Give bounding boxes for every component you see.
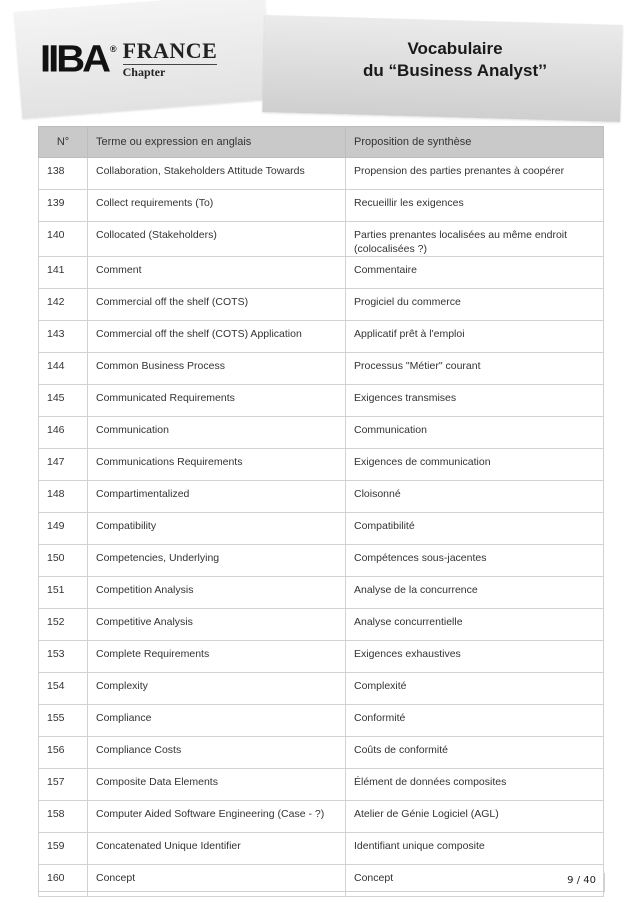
cell-term: Compliance (88, 705, 346, 737)
cell-proposal: Exigences de communication (346, 449, 604, 481)
cell-proposal: Conformité (346, 705, 604, 737)
cell-proposal: Propension des parties prenantes à coopérer (346, 158, 604, 190)
cell-term: Complexity (88, 673, 346, 705)
table-header-row (39, 127, 604, 158)
cell-number: 159 (39, 833, 88, 865)
cell-proposal: Parties prenantes localisées au même endroit (colocalisées ?) (346, 222, 604, 257)
cell-term: Commercial off the shelf (COTS) (88, 289, 346, 321)
column-header-number: N° (39, 127, 88, 158)
cell-proposal: Concept (346, 865, 604, 897)
cell-number: 153 (39, 641, 88, 673)
logo-country: FRANCE (122, 38, 218, 63)
table-row (39, 385, 604, 417)
cell-number: 155 (39, 705, 88, 737)
cell-proposal: Recueillir les exigences (346, 190, 604, 222)
cell-term: Comment (88, 257, 346, 289)
table-row (39, 641, 604, 673)
table-row (39, 417, 604, 449)
vocabulary-table-container (38, 126, 603, 897)
table-row (39, 158, 604, 190)
cell-number: 148 (39, 481, 88, 513)
table-row (39, 190, 604, 222)
cell-number: 160 (39, 865, 88, 897)
document-title-line-2: du “Business Analyst’’ (363, 61, 547, 80)
cell-term: Commercial off the shelf (COTS) Application (88, 321, 346, 353)
cell-term: Compartimentalized (88, 481, 346, 513)
cell-proposal: Identifiant unique composite (346, 833, 604, 865)
document-title (330, 38, 580, 82)
cell-term: Competition Analysis (88, 577, 346, 609)
table-row (39, 833, 604, 865)
cell-term: Concatenated Unique Identifier (88, 833, 346, 865)
table-row (39, 673, 604, 705)
cell-number: 143 (39, 321, 88, 353)
cell-term: Compatibility (88, 513, 346, 545)
cell-number: 156 (39, 737, 88, 769)
logo-registered-mark: ® (110, 44, 117, 54)
vocabulary-table (38, 126, 604, 897)
cell-proposal: Compatibilité (346, 513, 604, 545)
table-row (39, 609, 604, 641)
cell-proposal: Analyse de la concurrence (346, 577, 604, 609)
table-row (39, 769, 604, 801)
cell-number: 140 (39, 222, 88, 257)
cell-number: 142 (39, 289, 88, 321)
table-row (39, 353, 604, 385)
cell-term: Composite Data Elements (88, 769, 346, 801)
cell-proposal: Exigences exhaustives (346, 641, 604, 673)
cell-proposal: Compétences sous-jacentes (346, 545, 604, 577)
cell-number: 157 (39, 769, 88, 801)
cell-term: Collocated (Stakeholders) (88, 222, 346, 257)
column-header-term: Terme ou expression en anglais (88, 127, 346, 158)
cell-term: Computer Aided Software Engineering (Case - ?) (88, 801, 346, 833)
cell-number: 158 (39, 801, 88, 833)
cell-number: 152 (39, 609, 88, 641)
cell-proposal: Communication (346, 417, 604, 449)
table-row (39, 705, 604, 737)
cell-proposal: Cloisonné (346, 481, 604, 513)
column-header-proposal: Proposition de synthèse (346, 127, 604, 158)
cell-number: 154 (39, 673, 88, 705)
cell-proposal: Élément de données composites (346, 769, 604, 801)
cell-term: Common Business Process (88, 353, 346, 385)
cell-number: 139 (39, 190, 88, 222)
cell-number: 151 (39, 577, 88, 609)
cell-proposal: Processus "Métier" courant (346, 353, 604, 385)
cell-number: 145 (39, 385, 88, 417)
iiba-france-logo (40, 36, 217, 82)
table-row (39, 289, 604, 321)
cell-number: 138 (39, 158, 88, 190)
cell-term: Collaboration, Stakeholders Attitude Towards (88, 158, 346, 190)
page-number: 9 / 40 (567, 875, 596, 886)
logo-text (123, 40, 218, 78)
cell-number: 150 (39, 545, 88, 577)
table-body (39, 158, 604, 897)
cell-number: 141 (39, 257, 88, 289)
cell-proposal: Commentaire (346, 257, 604, 289)
cell-term: Concept (88, 865, 346, 897)
table-row (39, 222, 604, 257)
cell-term: Communicated Requirements (88, 385, 346, 417)
cell-number: 144 (39, 353, 88, 385)
page-footer (38, 873, 605, 892)
table-row (39, 481, 604, 513)
table-row (39, 513, 604, 545)
cell-term: Complete Requirements (88, 641, 346, 673)
cell-term: Competencies, Underlying (88, 545, 346, 577)
logo-chapter: Chapter (123, 64, 217, 78)
cell-term: Collect requirements (To) (88, 190, 346, 222)
cell-term: Compliance Costs (88, 737, 346, 769)
cell-term: Competitive Analysis (88, 609, 346, 641)
table-row (39, 257, 604, 289)
table-row (39, 801, 604, 833)
cell-proposal: Analyse concurrentielle (346, 609, 604, 641)
cell-term: Communications Requirements (88, 449, 346, 481)
cell-proposal: Coûts de conformité (346, 737, 604, 769)
cell-term: Communication (88, 417, 346, 449)
cell-proposal: Exigences transmises (346, 385, 604, 417)
logo-mark: IIBA (40, 37, 108, 80)
table-row (39, 449, 604, 481)
table-row (39, 545, 604, 577)
cell-number: 149 (39, 513, 88, 545)
cell-proposal: Complexité (346, 673, 604, 705)
table-row (39, 321, 604, 353)
cell-number: 146 (39, 417, 88, 449)
document-title-line-1: Vocabulaire (407, 39, 503, 58)
table-row (39, 737, 604, 769)
cell-number: 147 (39, 449, 88, 481)
table-row (39, 577, 604, 609)
cell-proposal: Atelier de Génie Logiciel (AGL) (346, 801, 604, 833)
cell-proposal: Applicatif prêt à l'emploi (346, 321, 604, 353)
cell-proposal: Progiciel du commerce (346, 289, 604, 321)
